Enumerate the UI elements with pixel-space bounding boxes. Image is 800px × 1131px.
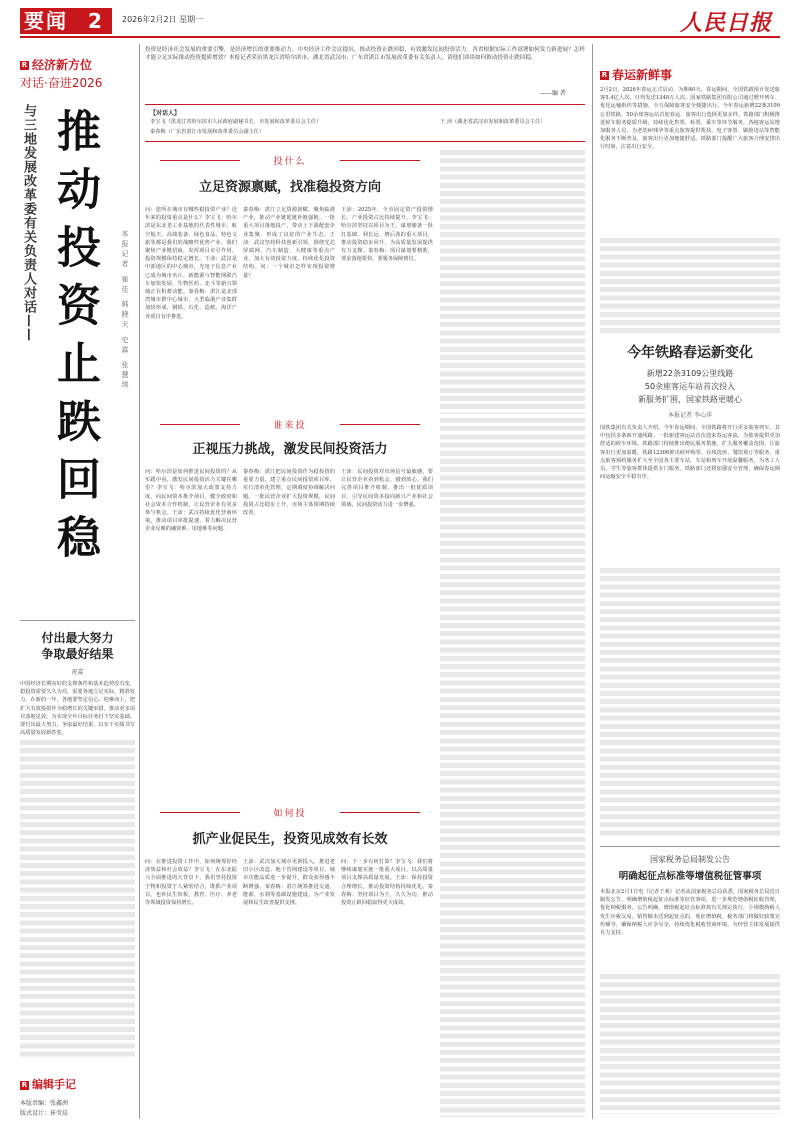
section-2-tag-rule-left xyxy=(160,424,240,425)
section-3-title: 抓产业促民生，投资见成效有长效 xyxy=(192,832,388,847)
commentary-footer-tag: R 编辑手记 xyxy=(21,1078,76,1091)
lead-title: 推动投资止跌回稳 xyxy=(49,108,100,572)
section-1-tag: 投什么 xyxy=(273,157,307,167)
commentary-title: 付出最大努力 争取最好结果 xyxy=(41,631,114,661)
section-3-tag-rule-right xyxy=(340,812,420,813)
issue-date: 2026年2月2日 星期一 xyxy=(122,15,204,24)
section-1-body-col1: 问：您所在城市有哪些稳投资产业？近年来的投资重点是什么？李宝飞：哈尔滨是东北老工业基地的代表性城市，航空航天、高端装备、绿色食品、特色文旅等都是我们的战略性优势产业。我们聚焦产业链招商，发挥项目牵引作用，投资规模保持稳定增长。王沛：武汉是中部地区的中心城市，光电子信息产业已成为城市名片。新能源与智能网联汽车加快发展，生物医药、北斗等新兴领域正在积蓄动能。秦春梅：湛江是北部湾城市群中心城市，大型临港产业集群加快形成，钢铁、石化、造纸、海洋产业项目有序推进。 xyxy=(145,207,237,320)
right-column-divider xyxy=(592,44,593,1119)
right-news-text-continued xyxy=(600,238,780,334)
section-1-body-col3: 王沛：2025年，全市固定资产投资增长，产业投资占比持续提升。李宝飞：哈尔滨坚持以项目为王，谋划储备一批打基础、利长远、增后劲的重大项目，推动投资稳步回升，为高质量发展提供有力支撑。秦春梅：项目谋划要精准，要求落地要快，要服务保障到位。 xyxy=(341,207,433,263)
section-2-body-col3: 王沛：民间投资对市场信号最敏感，要让民营企业看到机会、感到放心。我们完善项目推介机制，推出一批优质项目，引导民间资本投向新兴产业和社会领域，民间投资活力进一步增强。 xyxy=(341,469,433,508)
interviewees-label: 【对话人】 xyxy=(150,110,181,117)
masthead xyxy=(0,0,800,38)
right-news-text: 2月2日，2026年春运正式启动，为期40天。春运期间，全国铁路预计发送旅客5.4亿人次，日均发送1348万人次。国家铁路集团有限公司通过增开列车、优化运输组织等措施，全力保障旅客安全便捷出行。今年春运新增22条3109公里铁路，50余座客运站首迎春运，旅客出行选择更加多样。铁路部门积极推进候车服务提质升级，持续优化售票、检票、乘车等环节服务。各地客运站增加服务人员，为老幼病残孕等重点旅客提供帮扶。电子客票、刷脸进站等智能化服务不断普及，旅客出行更加便捷舒适。铁路部门提醒广大旅客合理安排出行时间，注意出行安全。 xyxy=(600,87,780,151)
tax-news-rule xyxy=(600,846,780,847)
series-tag: R 经济新方位 xyxy=(21,58,93,72)
section-1-tag-rule-left xyxy=(160,160,240,161)
intro-text: 投资是经济社会发展的重要引擎，是经济增长的重要推动力。中央经济工作会议提出，推动投资止跌回稳，有效激发民间投资活力。各省根据实际工作部署如何发力新进展？怎样才能立足实际推动投资提质增效？本报记者采访黑龙江省哈尔滨市、湖北省武汉市、广东省湛江市发展改革委有关负责人，请他们谈谈如何推动投资止跌回稳。 xyxy=(145,47,585,62)
section-3-tag: 如何投 xyxy=(273,809,307,819)
section-name: 要闻 xyxy=(24,9,68,33)
section-2-body-col1: 问：哈尔滨是如何推进民间投资的？从实践中看，激发民间投资活力关键在哪里？李宝飞：哈尔滨加大政策支持力度，向民间资本推介项目，健全政府和社会资本合作机制，让民营企业有更多参与机会。王沛：武汉持续优化营商环境，推动项目审批提速，着力解决民营企业反映的融资难、用地难等问题。 xyxy=(145,469,237,533)
credit-designer: 版式设计：崔莹晨 xyxy=(20,1110,69,1117)
lead-kicker: 与三地发展改革委有关负责人对话—— xyxy=(21,104,36,342)
feature-text: 国铁集团有关负责人介绍，今年春运期间，全国铁路将开行更多旅客列车，其中包括多条新开通线路。一批新建客运站首次迎来春运客流，为旅客提供更加舒适的候车环境。铁路部门持续推出便民服务措施，扩大服务覆盖范围，让旅客出行更加温暖。铁路12306推出候补购票、在线选座、餐饮预订等服务，重点旅客预约服务扩大至全国各主要车站。车站和列车开展温馨服务，为务工人员、学生等旅客群体提供专门服务。铁路部门还将加强安全管理，确保春运期间运输安全平稳有序。 xyxy=(600,425,780,481)
section-3-body-continued xyxy=(440,722,585,1117)
section-3-body-col1: 问：在推进投资工作中，如何统筹好经济效益和社会效益？李宝飞：在东北振兴全面推进的大背景下，我们坚持投资于物和投资于人紧密结合，既抓产业项目，也补民生短板，教育、医疗、养老等领域投资保持增长。 xyxy=(145,859,237,907)
feature-text-continued xyxy=(600,568,780,836)
section-3-body-col3: 问：下一步有何打算？李宝飞：我们将继续谋划实施一批重大项目，以高质量项目支撑高质量发展。王沛：保持投资合理增长，推动投资结构持续优化。秦春梅：坚持项目为王，久久为功，推动投资止跌回稳取得更大成效。 xyxy=(341,859,433,907)
section-2-tag-rule-right xyxy=(340,424,420,425)
section-3-body-col2: 王沛：武汉加大城市更新投入，推进老旧小区改造、地下管网建设等项目，城市功能品质进一步提升，群众获得感不断增强。秦春梅：湛江统筹推进交通、能源、水利等基础设施建设，为产业发展和民生改善提供支撑。 xyxy=(243,859,335,907)
series-r-badge: R xyxy=(21,61,28,69)
section-2-title: 正视压力挑战，激发民间投资活力 xyxy=(192,442,388,457)
masthead-rule xyxy=(20,36,780,38)
right-news-r-badge: R xyxy=(601,71,608,79)
tax-news-title: 明确起征点标准等增值税征管事项 xyxy=(618,871,762,882)
lead-byline: 本报记者 崔佳 韩晓天 史霖 张慧琪 xyxy=(121,230,129,391)
feature-subtitle-3: 新服务扩围，国家铁路更暖心 xyxy=(638,395,742,404)
section-1-title: 立足资源禀赋，找准稳投资方向 xyxy=(198,180,381,195)
feature-title: 今年铁路春运新变化 xyxy=(627,345,753,361)
feature-subtitle-1: 新增22条3109公里线路 xyxy=(646,369,734,378)
interviewee-3: 秦春梅（广东省湛江市发展和改革委员会副主任） xyxy=(150,129,265,135)
tax-news-text-continued xyxy=(600,974,780,1114)
interviewee-1: 李宝飞（黑龙江省哈尔滨市人民政府副秘书长、市发展和改革委员会主任） xyxy=(150,119,322,125)
tax-news-text: 本报北京2月1日电（记者王观）记者从国家税务总局获悉，国家税务总局近日制发公告，明确增值税起征点标准等征管事项，进一步规范增值税征收管理，优化纳税服务。公告明确，增值税起征点标准按有关规定执行，小规模纳税人发生应税交易，销售额未达到起征点的，免征增值税。税务部门将做好政策宣传辅导，确保纳税人应享尽享，持续优化税收营商环境，为经营主体发展提供有力支持。 xyxy=(600,889,780,937)
right-news-tag: R 春运新鲜事 xyxy=(601,68,673,82)
section-1-body-continued xyxy=(440,150,585,414)
section-2-body-col2: 秦春梅：湛江把民间投资作为稳投资的重要力量，建立重点民间投资项目库，实行清单化管理，定期调度协调解决问题。一批民营企业扩大投资规模，民间投资占比稳步上升，市场主体预期持续改善。 xyxy=(243,469,335,517)
section-2-tag: 谁来投 xyxy=(273,421,307,431)
feature-subtitle-2: 50余座客运车站首次投入 xyxy=(644,382,736,391)
editor-note-r-badge: R xyxy=(21,1080,28,1089)
newspaper-logo: 人民日报 xyxy=(680,10,773,36)
section-2-body-continued xyxy=(440,418,585,718)
intro-editor: ——编 者 xyxy=(540,90,566,97)
section-1-body-col2: 秦春梅：湛江立足资源禀赋，聚焦临港产业，推动产业链延链补链强链。一批重大项目落地投产，带动上下游配套企业集聚，形成了良好的产业生态。王沛：武汉坚持科技创新引领，围绕光芯屏端网、汽车制造、大健康等重点产业，加大有效投资力度，持续优化投资结构。问：一个城市怎样实现投资增量？ xyxy=(243,207,335,279)
credit-editor: 本版责编：张鑫洲 xyxy=(20,1100,69,1107)
left-column-divider xyxy=(139,44,140,1119)
commentary-rule xyxy=(20,620,135,621)
interviewee-2: 王 沛（湖北省武汉市发展和改革委员会主任） xyxy=(440,119,546,125)
commentary-byline: 祝嘉 xyxy=(71,669,84,676)
commentary-text: 中国经济长期向好的支撑条件和基本趋势没有变。稳投资需要久久为功，需要各地立足实际、精准发力。在新的一年，各地要坚定信心，迎难而上，把扩大有效投资作为稳增长的关键举措，推动更多项目落地见效，为实现全年目标任务打下坚实基础。要付出最大努力，争取最好结果，以实干实绩书写高质量发展新答卷。 xyxy=(20,681,135,736)
commentary-text-continued xyxy=(20,740,135,1060)
page-number: 2 xyxy=(88,9,102,33)
tax-news-small-title: 国家税务总局制发公告 xyxy=(650,855,730,864)
series-subtitle: 对话·奋进2026 xyxy=(20,76,103,90)
section-1-tag-rule-right xyxy=(340,160,420,161)
feature-byline: 本报记者 李心萍 xyxy=(668,412,712,419)
section-3-tag-rule-left xyxy=(160,812,240,813)
